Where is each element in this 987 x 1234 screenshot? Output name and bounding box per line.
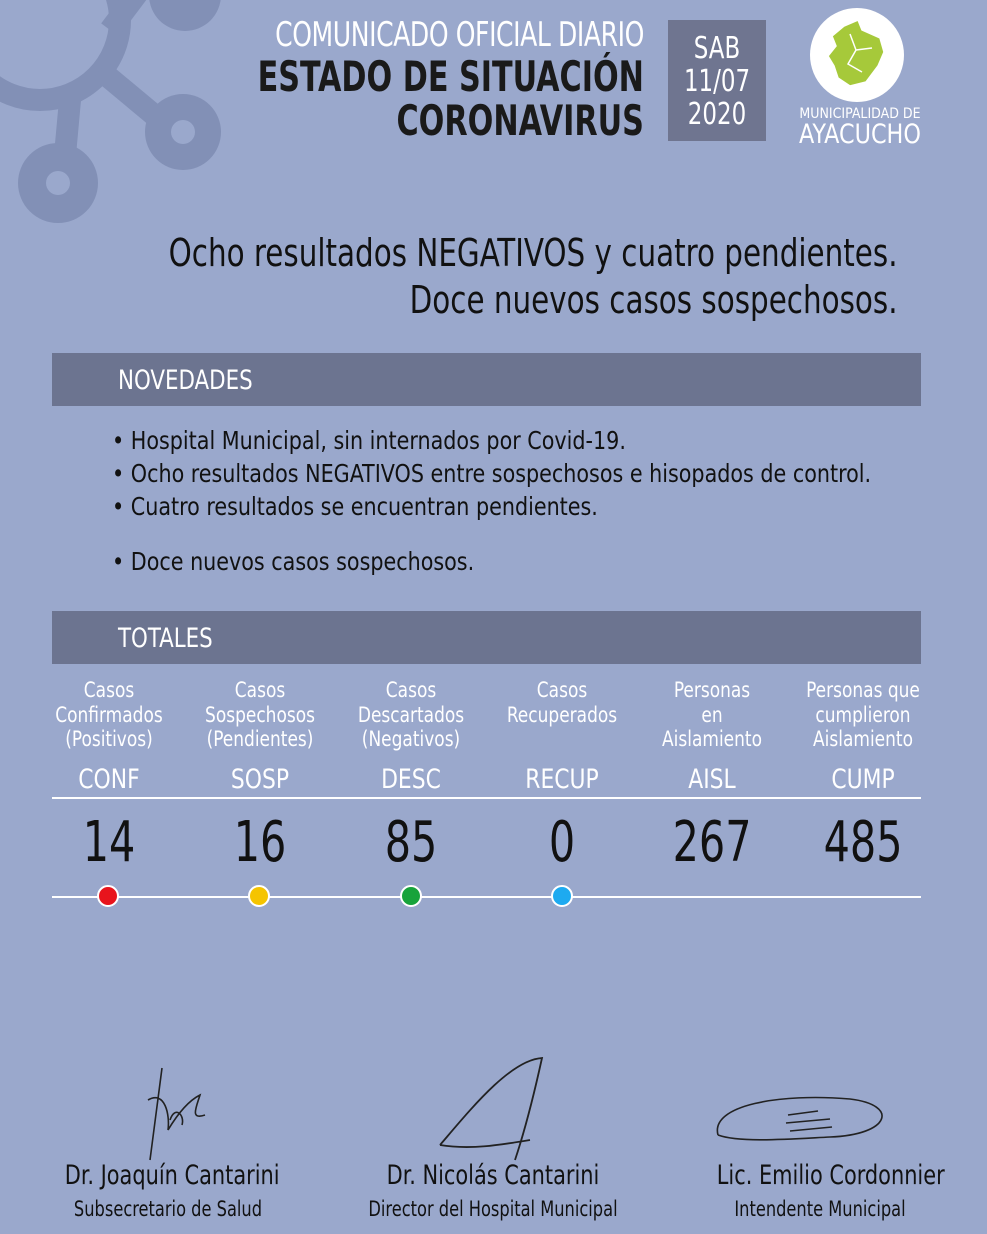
value-aisl: [637, 810, 787, 875]
status-dot-conf: [97, 885, 119, 907]
column-conf: [34, 678, 184, 795]
list-item: • Ocho resultados NEGATIVOS entre sospechosos e hisopados de control.: [112, 459, 872, 488]
value-text: 16: [233, 810, 287, 875]
column-code: RECUP: [525, 764, 599, 795]
logo-text-municipalidad: MUNICIPALIDAD DE: [799, 106, 921, 122]
signer-role: Subsecretario de Salud: [73, 1197, 263, 1221]
section-novedades-title: NOVEDADES: [118, 365, 253, 396]
column-description: [487, 678, 637, 756]
column-recup: [487, 678, 637, 795]
desc-line: Descartados: [357, 702, 465, 727]
divider: [52, 896, 921, 898]
date-day: SAB: [693, 31, 741, 66]
column-description: [637, 678, 787, 756]
value-desc: [336, 810, 486, 875]
section-totales: [52, 611, 921, 664]
signer-2: [343, 1160, 643, 1221]
list-item: • Doce nuevos casos sospechosos.: [112, 547, 475, 576]
signer-1: [48, 1160, 288, 1221]
ayacucho-map-icon: [810, 8, 904, 102]
signer-name: Dr. Joaquín Cantarini: [64, 1160, 280, 1191]
list-item: • Hospital Municipal, sin internados por Covid-19.: [112, 426, 626, 455]
list-item-text: Ocho resultados NEGATIVOS entre sospechosos e hisopados de control.: [130, 459, 872, 488]
desc-line: Aislamiento: [662, 727, 762, 751]
list-item: • Cuatro resultados se encuentran pendientes.: [112, 492, 598, 521]
header-line-coronavirus: CORONAVIRUS: [396, 96, 644, 145]
column-desc: [336, 678, 486, 795]
desc-line: Aislamiento: [813, 727, 913, 751]
desc-line: Casos: [536, 678, 588, 702]
value-text: 85: [384, 810, 438, 875]
date-year: 2020: [687, 97, 747, 132]
column-description: [34, 678, 184, 756]
column-description: [185, 678, 335, 756]
column-code: DESC: [381, 764, 441, 795]
signature-3: [700, 1085, 900, 1155]
signer-role: Intendente Municipal: [734, 1197, 906, 1221]
value-text: 14: [82, 810, 136, 875]
header-line-comunicado: COMUNICADO OFICIAL DIARIO: [275, 15, 644, 55]
status-dot-recup: [551, 885, 573, 907]
value-conf: [34, 810, 184, 875]
column-description: [788, 678, 938, 756]
list-item-text: Cuatro resultados se encuentran pendientes.: [130, 492, 598, 521]
list-item-text: Hospital Municipal, sin internados por Covid-19.: [130, 426, 626, 455]
status-dot-desc: [400, 885, 422, 907]
signature-1: [110, 1060, 220, 1170]
column-code: CONF: [78, 764, 140, 795]
date-daymonth: 11/07: [683, 64, 751, 99]
novedades-list: [112, 424, 937, 578]
desc-line: (Positivos): [65, 727, 153, 751]
value-text: 485: [823, 810, 903, 875]
value-sosp: [185, 810, 335, 875]
municipal-logo: [810, 8, 904, 102]
section-totales-title: TOTALES: [118, 623, 213, 654]
value-text: 0: [548, 810, 576, 875]
date-badge: [668, 20, 766, 141]
desc-line: cumplieron: [815, 702, 911, 727]
status-dot-sosp: [248, 885, 270, 907]
column-sosp: [185, 678, 335, 795]
desc-line: en: [701, 702, 723, 727]
header-line-estado: ESTADO DE SITUACIÓN: [257, 52, 644, 101]
signer-name: Lic. Emilio Cordonnier: [716, 1160, 945, 1191]
value-cump: [788, 810, 938, 875]
desc-line: Casos: [385, 678, 437, 702]
headline-line-1: Ocho resultados NEGATIVOS y cuatro pendientes.: [169, 231, 898, 275]
desc-line: Personas: [673, 678, 751, 702]
signer-3: [700, 1160, 945, 1221]
header-title: [161, 15, 644, 145]
signature-2: [430, 1050, 560, 1170]
desc-line: Personas que: [806, 678, 920, 702]
column-code: CUMP: [831, 764, 895, 795]
column-cump: [788, 678, 938, 795]
section-novedades: [52, 353, 921, 406]
signer-name: Dr. Nicolás Cantarini: [386, 1160, 600, 1191]
desc-line: Confirmados: [55, 702, 163, 727]
signer-role: Director del Hospital Municipal: [368, 1197, 618, 1221]
desc-line: Casos: [83, 678, 135, 702]
column-description: [336, 678, 486, 756]
column-code: AISL: [688, 764, 736, 795]
divider: [52, 797, 921, 799]
desc-line: Sospechosos: [205, 702, 315, 727]
value-text: 267: [672, 810, 752, 875]
logo-text-ayacucho: AYACUCHO: [799, 119, 921, 150]
headline-line-2: Doce nuevos casos sospechosos.: [410, 278, 898, 322]
desc-line: Casos: [234, 678, 286, 702]
value-recup: [487, 810, 637, 875]
column-aisl: [637, 678, 787, 795]
desc-line: Recuperados: [506, 702, 618, 727]
column-code: SOSP: [230, 764, 290, 795]
headline: [50, 230, 898, 324]
desc-line: (Negativos): [361, 727, 461, 751]
desc-line: (Pendientes): [206, 727, 314, 751]
list-item-text: Doce nuevos casos sospechosos.: [130, 547, 475, 576]
